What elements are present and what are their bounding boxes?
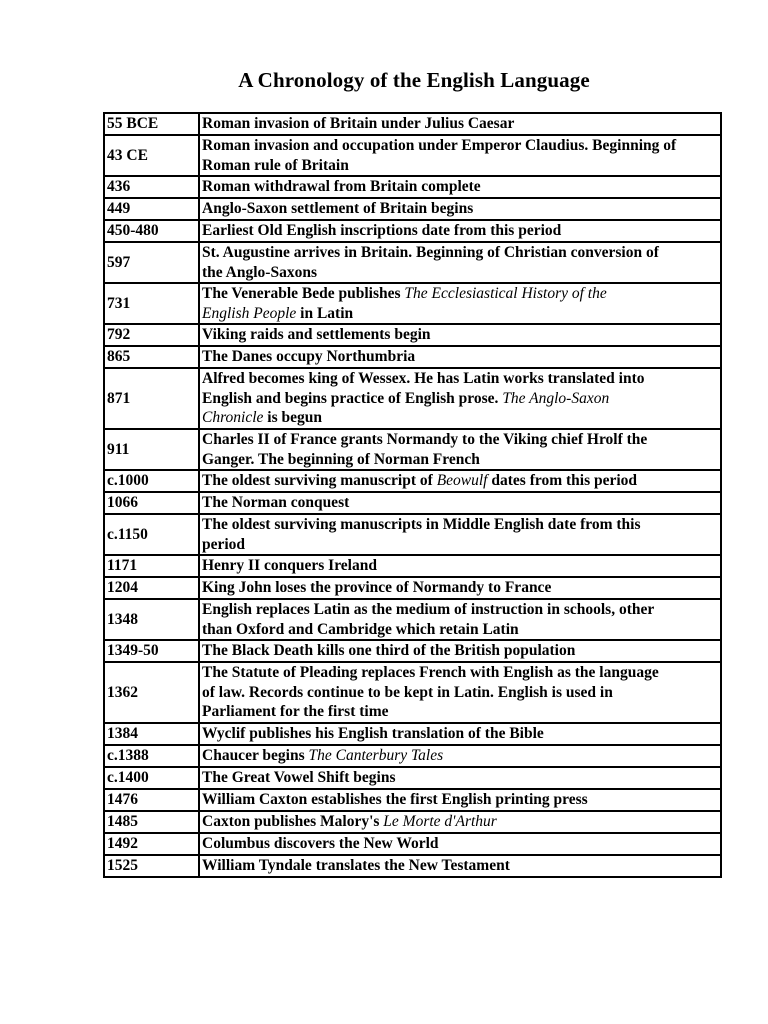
event-cell bbox=[199, 113, 721, 135]
event-cell bbox=[199, 429, 721, 470]
event-text: of law. Records continue to be kept in Latin. English is used in bbox=[202, 683, 613, 701]
event-text: St. Augustine arrives in Britain. Beginning of Christian conversion of bbox=[202, 244, 659, 261]
event-text: Alfred becomes king of Wessex. He has Latin works translated into bbox=[202, 370, 645, 388]
year-cell: 871 bbox=[104, 368, 199, 429]
table-row bbox=[104, 220, 721, 242]
page-title: A Chronology of the English Language bbox=[238, 68, 590, 92]
year-cell: 1204 bbox=[104, 577, 199, 599]
event-cell bbox=[199, 492, 721, 514]
event-text: King John loses the province of Normandy to France bbox=[202, 579, 552, 597]
event-title-italic: Beowulf bbox=[436, 472, 488, 490]
event-text: Ganger. The beginning of Norman French bbox=[202, 450, 480, 468]
event-cell bbox=[199, 346, 721, 368]
year-cell: c.1400 bbox=[104, 767, 199, 789]
table-row bbox=[104, 324, 721, 346]
table-row bbox=[104, 176, 721, 198]
year-cell: 1066 bbox=[104, 492, 199, 514]
event-cell bbox=[199, 242, 721, 283]
year-cell: 449 bbox=[104, 198, 199, 220]
event-text: William Tyndale translates the New Testament bbox=[202, 857, 510, 875]
event-cell bbox=[199, 723, 721, 745]
event-text: dates from this period bbox=[487, 472, 638, 490]
event-text: Charles II of France grants Normandy to the Viking chief Hrolf the bbox=[202, 431, 648, 448]
year-cell: 1384 bbox=[104, 723, 199, 745]
event-text: Roman withdrawal from Britain complete bbox=[202, 178, 481, 196]
event-text: Wyclif publishes his English translation of the Bible bbox=[202, 725, 544, 743]
event-text: The Statute of Pleading replaces French with English as the language bbox=[202, 664, 659, 682]
table-row bbox=[104, 767, 721, 789]
event-text: Parliament for the first time bbox=[202, 703, 389, 721]
table-row bbox=[104, 514, 721, 555]
event-cell bbox=[199, 176, 721, 198]
event-text: Roman rule of Britain bbox=[202, 156, 349, 174]
year-cell: 1349-50 bbox=[104, 640, 199, 662]
event-title-italic: The Ecclesiastical History of the bbox=[404, 285, 607, 302]
event-text: Caxton publishes Malory's bbox=[202, 813, 384, 831]
year-cell: 865 bbox=[104, 346, 199, 368]
table-row bbox=[104, 811, 721, 833]
year-cell: 1492 bbox=[104, 833, 199, 855]
year-cell: 597 bbox=[104, 242, 199, 283]
year-cell: 436 bbox=[104, 176, 199, 198]
event-cell bbox=[199, 577, 721, 599]
event-cell bbox=[199, 198, 721, 220]
event-cell bbox=[199, 470, 721, 492]
table-row bbox=[104, 723, 721, 745]
event-cell bbox=[199, 833, 721, 855]
event-cell bbox=[199, 599, 721, 640]
year-cell: 731 bbox=[104, 283, 199, 324]
year-cell: c.1150 bbox=[104, 514, 199, 555]
event-cell bbox=[199, 514, 721, 555]
event-text: William Caxton establishes the first English printing press bbox=[202, 791, 588, 809]
table-row bbox=[104, 283, 721, 324]
event-text: Chaucer begins bbox=[202, 747, 309, 765]
table-row bbox=[104, 113, 721, 135]
year-cell: 792 bbox=[104, 324, 199, 346]
table-row bbox=[104, 640, 721, 662]
table-row bbox=[104, 492, 721, 514]
event-text: Henry II conquers Ireland bbox=[202, 557, 377, 575]
event-text: Roman invasion and occupation under Emperor Claudius. Beginning of bbox=[202, 137, 677, 154]
event-text: period bbox=[202, 535, 246, 553]
event-cell bbox=[199, 555, 721, 577]
event-text: The Norman conquest bbox=[202, 494, 350, 512]
year-cell: c.1000 bbox=[104, 470, 199, 492]
event-text: English and begins practice of English prose. bbox=[202, 389, 503, 407]
event-cell bbox=[199, 324, 721, 346]
chronology-table bbox=[103, 112, 722, 878]
chronology-table-body bbox=[104, 113, 721, 877]
event-text: Columbus discovers the New World bbox=[202, 835, 439, 853]
event-cell bbox=[199, 745, 721, 767]
event-cell bbox=[199, 368, 721, 429]
table-row bbox=[104, 662, 721, 723]
table-row bbox=[104, 745, 721, 767]
table-row bbox=[104, 242, 721, 283]
table-row bbox=[104, 555, 721, 577]
year-cell: 1485 bbox=[104, 811, 199, 833]
event-text: The Danes occupy Northumbria bbox=[202, 348, 416, 366]
event-cell bbox=[199, 789, 721, 811]
table-row bbox=[104, 599, 721, 640]
year-cell: 1348 bbox=[104, 599, 199, 640]
year-cell: 1362 bbox=[104, 662, 199, 723]
event-text: The oldest surviving manuscripts in Middle English date from this bbox=[202, 516, 641, 533]
event-text: than Oxford and Cambridge which retain Latin bbox=[202, 620, 519, 638]
event-text: The Black Death kills one third of the British population bbox=[202, 642, 576, 660]
event-cell bbox=[199, 135, 721, 176]
event-cell bbox=[199, 767, 721, 789]
event-text: Roman invasion of Britain under Julius Caesar bbox=[202, 115, 515, 133]
event-text: in Latin bbox=[296, 304, 354, 322]
year-cell: 1525 bbox=[104, 855, 199, 877]
event-cell bbox=[199, 220, 721, 242]
table-row bbox=[104, 470, 721, 492]
event-text: The Great Vowel Shift begins bbox=[202, 769, 396, 787]
event-cell bbox=[199, 855, 721, 877]
year-cell: 43 CE bbox=[104, 135, 199, 176]
event-title-italic: English People bbox=[202, 304, 297, 322]
event-text: Anglo-Saxon settlement of Britain begins bbox=[202, 200, 474, 218]
event-text: The Venerable Bede publishes bbox=[202, 285, 405, 302]
year-cell: 450-480 bbox=[104, 220, 199, 242]
table-row bbox=[104, 855, 721, 877]
event-text: the Anglo-Saxons bbox=[202, 263, 317, 281]
year-cell: 55 BCE bbox=[104, 113, 199, 135]
event-title-italic: The Canterbury Tales bbox=[308, 747, 444, 765]
event-cell bbox=[199, 283, 721, 324]
table-row bbox=[104, 346, 721, 368]
event-title-italic: Chronicle bbox=[202, 409, 264, 427]
event-title-italic: The Anglo-Saxon bbox=[502, 389, 610, 407]
event-cell bbox=[199, 640, 721, 662]
event-title-italic: Le Morte d'Arthur bbox=[383, 813, 497, 831]
table-row bbox=[104, 789, 721, 811]
table-row bbox=[104, 368, 721, 429]
event-cell bbox=[199, 662, 721, 723]
event-text: is begun bbox=[263, 409, 323, 427]
year-cell: 1171 bbox=[104, 555, 199, 577]
event-text: English replaces Latin as the medium of instruction in schools, other bbox=[202, 601, 655, 618]
event-cell bbox=[199, 811, 721, 833]
year-cell: c.1388 bbox=[104, 745, 199, 767]
year-cell: 1476 bbox=[104, 789, 199, 811]
table-row bbox=[104, 833, 721, 855]
event-text: Earliest Old English inscriptions date from this period bbox=[202, 222, 562, 240]
table-row bbox=[104, 198, 721, 220]
event-text: The oldest surviving manuscript of bbox=[202, 472, 437, 490]
table-row bbox=[104, 577, 721, 599]
table-row bbox=[104, 429, 721, 470]
table-row bbox=[104, 135, 721, 176]
event-text: Viking raids and settlements begin bbox=[202, 326, 431, 344]
year-cell: 911 bbox=[104, 429, 199, 470]
